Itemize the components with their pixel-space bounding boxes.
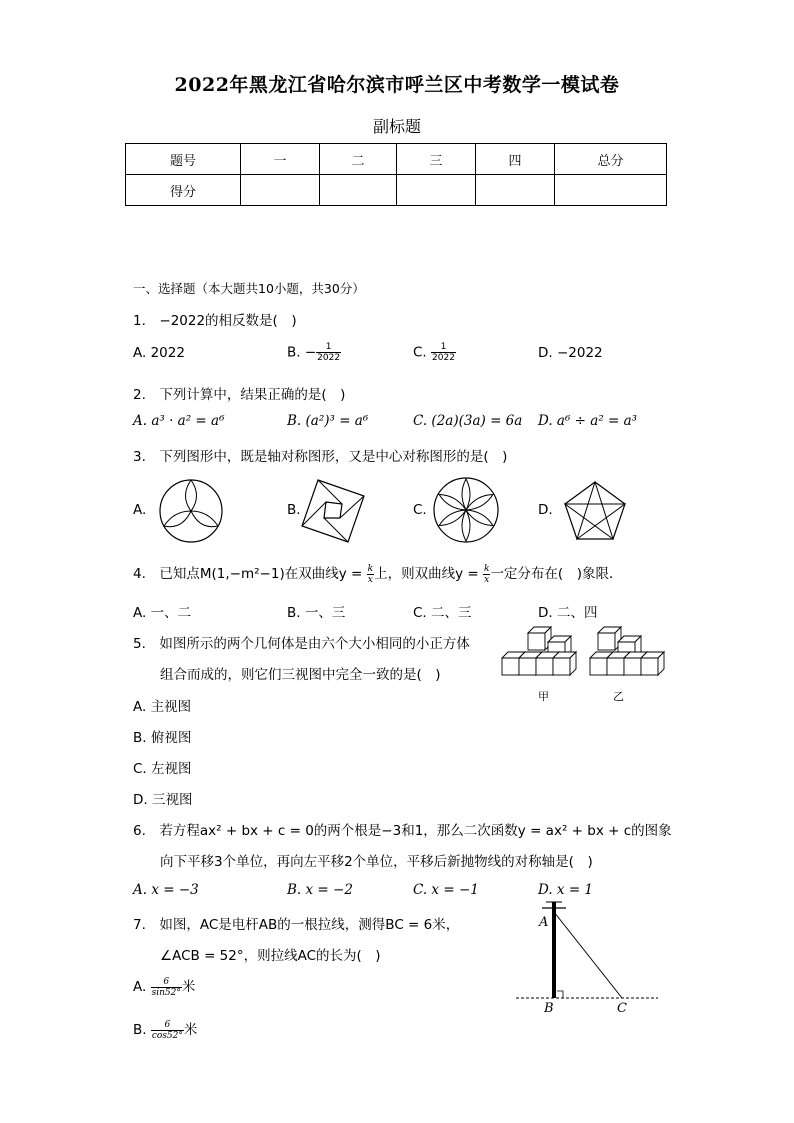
- fraction: [151, 1020, 184, 1041]
- q1-option-b-prefix: B. −: [287, 344, 317, 361]
- fraction-denominator: 2022: [432, 353, 455, 363]
- fraction-denominator: 2022: [317, 353, 341, 363]
- q6-option-d: D. x = 1: [538, 882, 594, 898]
- question-7-line2: ∠ACB = 52°，则拉线AC的长为( ): [160, 948, 381, 964]
- score-cell: [397, 175, 476, 206]
- q1-option-c-prefix: C.: [413, 344, 432, 361]
- question-6-line2: 向下平移3个单位，再向左平移2个单位，平移后新抛物线的对称轴是( ): [160, 854, 593, 870]
- cube-stack-right: [590, 627, 664, 675]
- fraction: [431, 342, 456, 363]
- point-label-b: B: [544, 1001, 554, 1016]
- fraction-denominator: sin52°: [151, 987, 181, 998]
- unit-suffix: 米: [181, 979, 196, 995]
- q5-option-c: C. 左视图: [133, 761, 192, 777]
- q5-option-b: B. 俯视图: [133, 730, 192, 746]
- q1-option-d: D. −2022: [538, 345, 603, 361]
- question-3-stem: 3. 下列图形中，既是轴对称图形，又是中心对称图形的是( ): [133, 449, 508, 465]
- cube-stack-left: [502, 627, 576, 675]
- question-2-stem: 2. 下列计算中，结果正确的是( ): [133, 387, 346, 403]
- fraction-numerator: 6: [151, 1020, 184, 1031]
- score-table-header-row: [126, 144, 667, 175]
- q7-option-a-prefix: A.: [133, 979, 151, 995]
- score-row-label: 得分: [126, 175, 241, 206]
- guy-wire: [554, 912, 622, 998]
- question-6-line1: 6. 若方程ax² + bx + c = 0的两个根是−3和1，那么二次函数y = ax² + bx + c的图象: [133, 823, 672, 839]
- q7-option-a: [133, 975, 195, 998]
- q6-option-c: C. x = −1: [413, 882, 479, 898]
- right-angle-mark: [557, 991, 563, 998]
- exam-subtitle: 副标题: [372, 117, 421, 136]
- score-cell: [555, 175, 667, 206]
- q2-option-d: D. a⁶ ÷ a² = a³: [538, 413, 638, 429]
- q1-option-a: A. 2022: [133, 345, 185, 361]
- score-table-header: 一: [241, 144, 320, 175]
- q4-stem-part: 4. 已知点M(1,−m²−1)在双曲线y =: [133, 566, 367, 582]
- q6-option-a: A. x = −3: [133, 882, 199, 898]
- q2-option-c: C. (2a)(3a) = 6a: [413, 413, 523, 429]
- q3-option-c: C.: [413, 502, 427, 518]
- unit-suffix: 米: [183, 1022, 198, 1038]
- q4-option-c: C. 二、三: [413, 605, 472, 621]
- exam-title: 2022年黑龙江省哈尔滨市呼兰区中考数学一模试卷: [174, 74, 620, 96]
- q3-option-a: A.: [133, 502, 147, 518]
- figure-b-pinwheel-square: [300, 478, 366, 544]
- figure-d-pentagram: [563, 480, 627, 542]
- q4-option-a: A. 一、二: [133, 605, 192, 621]
- fraction-numerator: 1: [316, 342, 341, 353]
- q2-option-a: A. a³ · a² = a⁶: [133, 413, 225, 429]
- q2-option-b: B. (a²)³ = a⁶: [287, 413, 369, 429]
- point-label-c: C: [617, 1001, 627, 1016]
- q5-option-d: D. 三视图: [133, 792, 193, 808]
- q1-option-b: [287, 342, 341, 363]
- q4-stem-part: 上，则双曲线y =: [374, 566, 483, 582]
- q6-option-b: B. x = −2: [287, 882, 353, 898]
- score-table-header: 总分: [555, 144, 667, 175]
- question-4-stem: [133, 562, 622, 585]
- figure-a-trefoil: [158, 478, 224, 544]
- score-cell: [241, 175, 320, 206]
- score-table: [125, 143, 667, 206]
- question-7-line1: 7. 如图，AC是电杆AB的一根拉线，测得BC = 6米，: [133, 917, 460, 933]
- score-table-score-row: [126, 175, 667, 206]
- fraction-denominator: x: [484, 574, 490, 585]
- fraction-numerator: k: [483, 563, 490, 574]
- question-5-line1: 5. 如图所示的两个几何体是由六个大小相同的小正方体: [133, 636, 470, 652]
- question-1-stem: 1. −2022的相反数是( ): [133, 313, 297, 329]
- q7-option-b-prefix: B.: [133, 1022, 151, 1038]
- fraction-numerator: 1: [431, 342, 456, 353]
- fraction-numerator: 6: [151, 977, 182, 988]
- q4-option-b: B. 一、三: [287, 605, 346, 621]
- q3-option-b: B.: [287, 502, 301, 518]
- fraction-denominator: cos52°: [151, 1030, 183, 1041]
- q5-option-a: A. 主视图: [133, 699, 192, 715]
- q3-option-d: D.: [538, 502, 553, 518]
- figure-label-jia: 甲: [538, 690, 549, 703]
- score-cell: [476, 175, 555, 206]
- q4-option-d: D. 二、四: [538, 605, 598, 621]
- figure-cube-stacks: [500, 624, 668, 680]
- fraction-numerator: k: [367, 563, 374, 574]
- q1-option-c: [413, 342, 456, 363]
- q4-stem-part: 一定分布在( )象限．: [490, 566, 623, 582]
- figure-pole-guy-wire: [512, 898, 660, 1018]
- score-table-header: 题号: [126, 144, 241, 175]
- score-table-header: 二: [320, 144, 397, 175]
- fraction: [316, 342, 341, 363]
- score-cell: [320, 175, 397, 206]
- question-5-line2: 组合而成的，则它们三视图中完全一致的是( ): [160, 667, 441, 683]
- q7-option-b: [133, 1018, 197, 1041]
- point-label-a: A: [539, 915, 549, 930]
- figure-label-yi: 乙: [613, 690, 624, 703]
- score-table-header: 三: [397, 144, 476, 175]
- fraction-denominator: x: [367, 574, 373, 585]
- figure-c-six-petal-flower: [432, 476, 500, 544]
- section-heading: 一、选择题（本大题共10小题，共30分）: [133, 281, 365, 296]
- score-table-header: 四: [476, 144, 555, 175]
- fraction: [151, 977, 182, 998]
- fraction: [367, 564, 374, 585]
